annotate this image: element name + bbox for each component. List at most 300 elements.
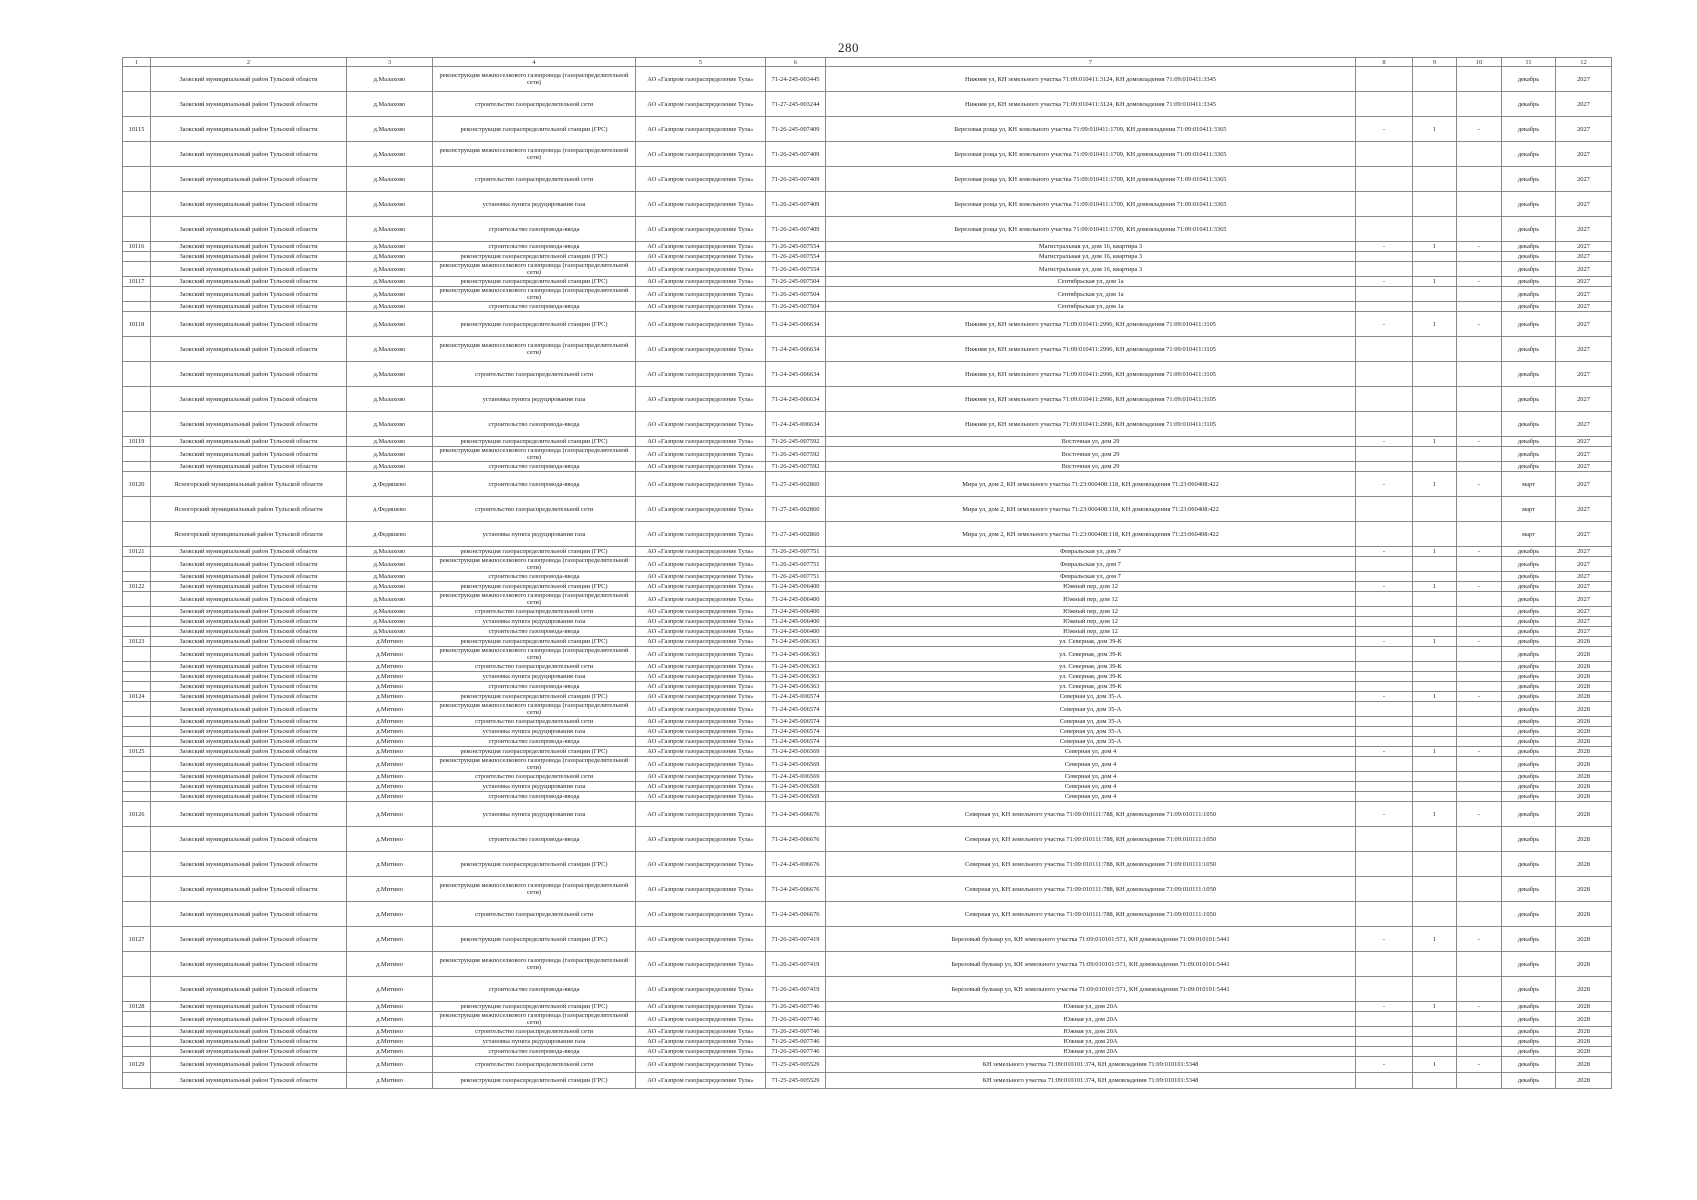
municipality-cell: Заокский муниципальный район Тульской области [151, 607, 347, 617]
row-number-cell: 10116 [123, 242, 151, 252]
month-cell: декабрь [1502, 627, 1556, 637]
table-row [123, 92, 1612, 117]
organization-cell: АО «Газпром газораспределение Тула» [636, 302, 766, 312]
month-cell: декабрь [1502, 757, 1556, 772]
col-9-cell [1413, 792, 1457, 802]
year-cell: 2027 [1556, 67, 1612, 92]
col-9-cell: 1 [1413, 692, 1457, 702]
organization-cell: АО «Газпром газораспределение Тула» [636, 142, 766, 167]
work-type-cell: строительство газораспределительной сети [433, 167, 636, 192]
row-number-cell [123, 522, 151, 547]
col-9-cell [1413, 362, 1457, 387]
settlement-cell: д.Малахово [347, 572, 433, 582]
col-8-cell [1356, 672, 1413, 682]
municipality-cell: Заокский муниципальный район Тульской области [151, 827, 347, 852]
month-cell: март [1502, 472, 1556, 497]
application-number-cell: 71-24-245-006574 [766, 717, 826, 727]
work-type-cell: реконструкция газораспределительной станции (ГРС) [433, 637, 636, 647]
col-8-cell: - [1356, 312, 1413, 337]
organization-cell: АО «Газпром газораспределение Тула» [636, 1037, 766, 1047]
col-10-cell [1457, 572, 1502, 582]
column-header-2: 2 [151, 58, 347, 67]
row-number-cell [123, 592, 151, 607]
municipality-cell: Заокский муниципальный район Тульской области [151, 1057, 347, 1073]
year-cell: 2027 [1556, 262, 1612, 277]
address-cell: Березовая роща ул, КН земельного участка 71:09:010411:1709, КН домовладения 71:09:010411:3365 [826, 192, 1356, 217]
col-8-cell [1356, 262, 1413, 277]
address-cell: Березовая роща ул, КН земельного участка 71:09:010411:1709, КН домовладения 71:09:010411:3365 [826, 142, 1356, 167]
col-9-cell [1413, 772, 1457, 782]
col-8-cell: - [1356, 242, 1413, 252]
col-9-cell: 1 [1413, 547, 1457, 557]
application-number-cell: 71-26-245-007554 [766, 262, 826, 277]
col-9-cell [1413, 447, 1457, 462]
year-cell: 2028 [1556, 792, 1612, 802]
table-row [123, 702, 1612, 717]
address-cell: Северная ул, дом 4 [826, 757, 1356, 772]
application-number-cell: 71-27-245-002860 [766, 522, 826, 547]
table-row [123, 167, 1612, 192]
municipality-cell: Заокский муниципальный район Тульской области [151, 702, 347, 717]
month-cell: декабрь [1502, 287, 1556, 302]
address-cell: Березовая роща ул, КН земельного участка 71:09:010411:1709, КН домовладения 71:09:010411:3365 [826, 217, 1356, 242]
settlement-cell: д.Малахово [347, 547, 433, 557]
municipality-cell: Заокский муниципальный район Тульской области [151, 757, 347, 772]
application-number-cell: 71-24-245-006400 [766, 592, 826, 607]
table-body [123, 67, 1612, 1089]
row-number-cell [123, 792, 151, 802]
table-row [123, 142, 1612, 167]
col-9-cell [1413, 522, 1457, 547]
application-number-cell: 71-24-245-006634 [766, 312, 826, 337]
col-10-cell: - [1457, 547, 1502, 557]
col-9-cell: 1 [1413, 927, 1457, 952]
col-8-cell [1356, 67, 1413, 92]
col-9-cell [1413, 557, 1457, 572]
year-cell: 2028 [1556, 827, 1612, 852]
col-8-cell [1356, 287, 1413, 302]
municipality-cell: Заокский муниципальный район Тульской области [151, 977, 347, 1002]
application-number-cell: 71-24-245-006634 [766, 337, 826, 362]
col-10-cell: - [1457, 242, 1502, 252]
col-10-cell [1457, 1047, 1502, 1057]
work-type-cell: установка пункта редуцирования газа [433, 782, 636, 792]
settlement-cell: д.Митино [347, 647, 433, 662]
col-9-cell [1413, 827, 1457, 852]
table-row [123, 1002, 1612, 1012]
address-cell: Южная ул, дом 20А [826, 1037, 1356, 1047]
application-number-cell: 71-24-245-006676 [766, 902, 826, 927]
address-cell: ул. Северная, дом 39-К [826, 637, 1356, 647]
month-cell: декабрь [1502, 1057, 1556, 1073]
col-8-cell: - [1356, 277, 1413, 287]
register-table [122, 57, 1612, 1089]
organization-cell: АО «Газпром газораспределение Тула» [636, 682, 766, 692]
address-cell: Нижняя ул, КН земельного участка 71:09:010411:3124, КН домовладения 71:09:010411:3345 [826, 67, 1356, 92]
address-cell: Южная ул, дом 20А [826, 1027, 1356, 1037]
row-number-cell: 10120 [123, 472, 151, 497]
work-type-cell: реконструкция межпоселкового газопровода (газораспределительной сети) [433, 67, 636, 92]
settlement-cell: д.Федяшево [347, 497, 433, 522]
table-row [123, 627, 1612, 637]
settlement-cell: д.Малахово [347, 252, 433, 262]
organization-cell: АО «Газпром газораспределение Тула» [636, 1047, 766, 1057]
application-number-cell: 71-26-245-007746 [766, 1047, 826, 1057]
month-cell: декабрь [1502, 1047, 1556, 1057]
row-number-cell [123, 387, 151, 412]
address-cell: КН земельного участка 71:09:010101:374, КН домовладения 71:09:010101:5348 [826, 1073, 1356, 1089]
month-cell: декабрь [1502, 117, 1556, 142]
work-type-cell: строительство газопровода-ввода [433, 682, 636, 692]
settlement-cell: д.Митино [347, 662, 433, 672]
col-10-cell [1457, 772, 1502, 782]
month-cell: декабрь [1502, 662, 1556, 672]
col-9-cell [1413, 607, 1457, 617]
year-cell: 2028 [1556, 977, 1612, 1002]
row-number-cell [123, 1037, 151, 1047]
address-cell: Северная ул, КН земельного участка 71:09:010111:788, КН домовладения 71:09:010111:1050 [826, 852, 1356, 877]
settlement-cell: д.Митино [347, 717, 433, 727]
work-type-cell: строительство газораспределительной сети [433, 717, 636, 727]
col-9-cell [1413, 662, 1457, 672]
col-10-cell [1457, 447, 1502, 462]
col-10-cell [1457, 67, 1502, 92]
work-type-cell: установка пункта редуцирования газа [433, 617, 636, 627]
address-cell: Южный пер, дом 12 [826, 607, 1356, 617]
work-type-cell: строительство газораспределительной сети [433, 772, 636, 782]
organization-cell: АО «Газпром газораспределение Тула» [636, 757, 766, 772]
application-number-cell: 71-24-245-006400 [766, 582, 826, 592]
table-row [123, 607, 1612, 617]
col-10-cell [1457, 462, 1502, 472]
municipality-cell: Заокский муниципальный район Тульской области [151, 437, 347, 447]
address-cell: ул. Северная, дом 39-К [826, 662, 1356, 672]
row-number-cell: 10115 [123, 117, 151, 142]
organization-cell: АО «Газпром газораспределение Тула» [636, 497, 766, 522]
row-number-cell [123, 252, 151, 262]
row-number-cell: 10122 [123, 582, 151, 592]
municipality-cell: Заокский муниципальный район Тульской области [151, 1002, 347, 1012]
col-8-cell: - [1356, 637, 1413, 647]
col-8-cell: - [1356, 1057, 1413, 1073]
row-number-cell: 10125 [123, 747, 151, 757]
table-row [123, 747, 1612, 757]
month-cell: декабрь [1502, 802, 1556, 827]
col-9-cell [1413, 287, 1457, 302]
organization-cell: АО «Газпром газораспределение Тула» [636, 647, 766, 662]
row-number-cell [123, 757, 151, 772]
col-9-cell [1413, 977, 1457, 1002]
col-8-cell [1356, 362, 1413, 387]
row-number-cell [123, 607, 151, 617]
col-8-cell [1356, 142, 1413, 167]
application-number-cell: 71-26-245-007409 [766, 117, 826, 142]
organization-cell: АО «Газпром газораспределение Тула» [636, 217, 766, 242]
col-8-cell [1356, 617, 1413, 627]
organization-cell: АО «Газпром газораспределение Тула» [636, 627, 766, 637]
municipality-cell: Заокский муниципальный район Тульской области [151, 242, 347, 252]
month-cell: декабрь [1502, 702, 1556, 717]
application-number-cell: 71-24-245-006676 [766, 802, 826, 827]
application-number-cell: 71-26-245-007746 [766, 1037, 826, 1047]
month-cell: декабрь [1502, 1037, 1556, 1047]
col-10-cell [1457, 92, 1502, 117]
col-10-cell [1457, 662, 1502, 672]
table-row [123, 1073, 1612, 1089]
table-row [123, 497, 1612, 522]
month-cell: декабрь [1502, 672, 1556, 682]
year-cell: 2027 [1556, 472, 1612, 497]
month-cell: декабрь [1502, 412, 1556, 437]
col-9-cell [1413, 617, 1457, 627]
application-number-cell: 71-27-245-003244 [766, 92, 826, 117]
month-cell: декабрь [1502, 277, 1556, 287]
col-8-cell [1356, 1073, 1413, 1089]
col-10-cell [1457, 647, 1502, 662]
municipality-cell: Заокский муниципальный район Тульской области [151, 557, 347, 572]
month-cell: декабрь [1502, 462, 1556, 472]
row-number-cell: 10126 [123, 802, 151, 827]
col-8-cell: - [1356, 802, 1413, 827]
col-10-cell [1457, 142, 1502, 167]
col-9-cell: 1 [1413, 1002, 1457, 1012]
organization-cell: АО «Газпром газораспределение Тула» [636, 437, 766, 447]
municipality-cell: Заокский муниципальный район Тульской области [151, 67, 347, 92]
table-row [123, 647, 1612, 662]
table-row [123, 717, 1612, 727]
address-cell: Нижняя ул, КН земельного участка 71:09:010411:2996, КН домовладения 71:09:010411:3105 [826, 362, 1356, 387]
row-number-cell [123, 977, 151, 1002]
col-8-cell: - [1356, 582, 1413, 592]
col-8-cell [1356, 192, 1413, 217]
row-number-cell [123, 852, 151, 877]
month-cell: декабрь [1502, 582, 1556, 592]
organization-cell: АО «Газпром газораспределение Тула» [636, 782, 766, 792]
table-row [123, 617, 1612, 627]
month-cell: декабрь [1502, 607, 1556, 617]
month-cell: декабрь [1502, 192, 1556, 217]
table-row [123, 522, 1612, 547]
settlement-cell: д.Митино [347, 902, 433, 927]
municipality-cell: Заокский муниципальный район Тульской области [151, 1073, 347, 1089]
col-9-cell: 1 [1413, 312, 1457, 337]
application-number-cell: 71-24-245-006363 [766, 682, 826, 692]
settlement-cell: д.Малахово [347, 607, 433, 617]
col-8-cell [1356, 522, 1413, 547]
col-9-cell [1413, 92, 1457, 117]
organization-cell: АО «Газпром газораспределение Тула» [636, 977, 766, 1002]
work-type-cell: строительство газопровода-ввода [433, 302, 636, 312]
month-cell: декабрь [1502, 692, 1556, 702]
table-row [123, 692, 1612, 702]
work-type-cell: строительство газораспределительной сети [433, 362, 636, 387]
work-type-cell: строительство газораспределительной сети [433, 662, 636, 672]
year-cell: 2028 [1556, 952, 1612, 977]
row-number-cell [123, 287, 151, 302]
col-9-cell [1413, 647, 1457, 662]
col-10-cell [1457, 727, 1502, 737]
col-10-cell [1457, 217, 1502, 242]
address-cell: Февральская ул, дом 7 [826, 557, 1356, 572]
settlement-cell: д.Малахово [347, 67, 433, 92]
col-8-cell [1356, 662, 1413, 672]
month-cell: декабрь [1502, 927, 1556, 952]
year-cell: 2027 [1556, 437, 1612, 447]
settlement-cell: д.Митино [347, 702, 433, 717]
month-cell: декабрь [1502, 747, 1556, 757]
col-10-cell: - [1457, 117, 1502, 142]
address-cell: ул. Северная, дом 39-К [826, 682, 1356, 692]
col-8-cell [1356, 852, 1413, 877]
settlement-cell: д.Малахово [347, 617, 433, 627]
year-cell: 2027 [1556, 447, 1612, 462]
year-cell: 2027 [1556, 252, 1612, 262]
col-10-cell [1457, 702, 1502, 717]
month-cell: декабрь [1502, 592, 1556, 607]
month-cell: декабрь [1502, 252, 1556, 262]
row-number-cell [123, 737, 151, 747]
application-number-cell: 71-24-245-003445 [766, 67, 826, 92]
year-cell: 2028 [1556, 647, 1612, 662]
year-cell: 2027 [1556, 117, 1612, 142]
organization-cell: АО «Газпром газораспределение Тула» [636, 952, 766, 977]
settlement-cell: д.Митино [347, 852, 433, 877]
col-9-cell [1413, 572, 1457, 582]
application-number-cell: 71-24-245-006634 [766, 412, 826, 437]
settlement-cell: д.Митино [347, 682, 433, 692]
address-cell: Нижняя ул, КН земельного участка 71:09:010411:2996, КН домовладения 71:09:010411:3105 [826, 337, 1356, 362]
work-type-cell: строительство газопровода-ввода [433, 827, 636, 852]
table-row [123, 67, 1612, 92]
work-type-cell: строительство газопровода-ввода [433, 242, 636, 252]
month-cell: декабрь [1502, 1027, 1556, 1037]
work-type-cell: реконструкция межпоселкового газопровода (газораспределительной сети) [433, 647, 636, 662]
year-cell: 2027 [1556, 217, 1612, 242]
col-9-cell [1413, 952, 1457, 977]
settlement-cell: д.Митино [347, 782, 433, 792]
year-cell: 2027 [1556, 312, 1612, 337]
application-number-cell: 71-26-245-007554 [766, 252, 826, 262]
row-number-cell: 10118 [123, 312, 151, 337]
work-type-cell: реконструкция межпоселкового газопровода (газораспределительной сети) [433, 952, 636, 977]
settlement-cell: д.Малахово [347, 302, 433, 312]
address-cell: Южный пер, дом 12 [826, 582, 1356, 592]
municipality-cell: Заокский муниципальный район Тульской области [151, 412, 347, 437]
col-9-cell [1413, 337, 1457, 362]
col-9-cell [1413, 497, 1457, 522]
organization-cell: АО «Газпром газораспределение Тула» [636, 692, 766, 702]
col-10-cell [1457, 1012, 1502, 1027]
table-row [123, 662, 1612, 672]
municipality-cell: Заокский муниципальный район Тульской области [151, 117, 347, 142]
settlement-cell: д.Митино [347, 737, 433, 747]
settlement-cell: д.Малахово [347, 277, 433, 287]
year-cell: 2027 [1556, 582, 1612, 592]
month-cell: декабрь [1502, 1002, 1556, 1012]
month-cell: декабрь [1502, 302, 1556, 312]
month-cell: декабрь [1502, 1073, 1556, 1089]
settlement-cell: д.Малахово [347, 337, 433, 362]
organization-cell: АО «Газпром газораспределение Тула» [636, 462, 766, 472]
settlement-cell: д.Митино [347, 802, 433, 827]
col-10-cell [1457, 717, 1502, 727]
application-number-cell: 71-25-245-005529 [766, 1057, 826, 1073]
col-9-cell [1413, 1037, 1457, 1047]
application-number-cell: 71-26-245-007504 [766, 287, 826, 302]
register-table-container [122, 57, 1611, 1089]
col-9-cell: 1 [1413, 1057, 1457, 1073]
organization-cell: АО «Газпром газораспределение Тула» [636, 522, 766, 547]
municipality-cell: Заокский муниципальный район Тульской области [151, 192, 347, 217]
organization-cell: АО «Газпром газораспределение Тула» [636, 312, 766, 337]
municipality-cell: Заокский муниципальный район Тульской области [151, 792, 347, 802]
row-number-cell [123, 412, 151, 437]
organization-cell: АО «Газпром газораспределение Тула» [636, 287, 766, 302]
address-cell: Нижняя ул, КН земельного участка 71:09:010411:2996, КН домовладения 71:09:010411:3105 [826, 412, 1356, 437]
municipality-cell: Заокский муниципальный район Тульской области [151, 287, 347, 302]
month-cell: декабрь [1502, 877, 1556, 902]
organization-cell: АО «Газпром газораспределение Тула» [636, 252, 766, 262]
col-9-cell [1413, 412, 1457, 437]
organization-cell: АО «Газпром газораспределение Тула» [636, 362, 766, 387]
col-9-cell [1413, 1073, 1457, 1089]
organization-cell: АО «Газпром газораспределение Тула» [636, 1057, 766, 1073]
row-number-cell [123, 717, 151, 727]
month-cell: декабрь [1502, 792, 1556, 802]
settlement-cell: д.Малахово [347, 437, 433, 447]
settlement-cell: д.Малахово [347, 387, 433, 412]
organization-cell: АО «Газпром газораспределение Тула» [636, 547, 766, 557]
application-number-cell: 71-24-245-006569 [766, 782, 826, 792]
col-9-cell [1413, 852, 1457, 877]
col-8-cell [1356, 627, 1413, 637]
municipality-cell: Заокский муниципальный район Тульской области [151, 927, 347, 952]
year-cell: 2027 [1556, 387, 1612, 412]
organization-cell: АО «Газпром газораспределение Тула» [636, 802, 766, 827]
col-10-cell [1457, 877, 1502, 902]
settlement-cell: д.Малахово [347, 582, 433, 592]
row-number-cell [123, 302, 151, 312]
month-cell: декабрь [1502, 737, 1556, 747]
month-cell: декабрь [1502, 167, 1556, 192]
col-10-cell [1457, 617, 1502, 627]
application-number-cell: 71-24-245-006400 [766, 627, 826, 637]
table-row [123, 217, 1612, 242]
settlement-cell: д.Митино [347, 977, 433, 1002]
application-number-cell: 71-24-245-006569 [766, 772, 826, 782]
organization-cell: АО «Газпром газораспределение Тула» [636, 67, 766, 92]
month-cell: декабрь [1502, 827, 1556, 852]
municipality-cell: Заокский муниципальный район Тульской области [151, 902, 347, 927]
month-cell: декабрь [1502, 387, 1556, 412]
application-number-cell: 71-24-245-006363 [766, 662, 826, 672]
year-cell: 2028 [1556, 877, 1612, 902]
col-8-cell: - [1356, 117, 1413, 142]
year-cell: 2028 [1556, 672, 1612, 682]
organization-cell: АО «Газпром газораспределение Тула» [636, 637, 766, 647]
table-row [123, 877, 1612, 902]
month-cell: декабрь [1502, 772, 1556, 782]
application-number-cell: 71-24-245-006569 [766, 747, 826, 757]
address-cell: Северная ул, дом 4 [826, 792, 1356, 802]
organization-cell: АО «Газпром газораспределение Тула» [636, 117, 766, 142]
address-cell: Южная ул, дом 20А [826, 1047, 1356, 1057]
col-8-cell [1356, 1012, 1413, 1027]
organization-cell: АО «Газпром газораспределение Тула» [636, 447, 766, 462]
table-row [123, 682, 1612, 692]
col-9-cell: 1 [1413, 277, 1457, 287]
work-type-cell: реконструкция межпоселкового газопровода (газораспределительной сети) [433, 592, 636, 607]
